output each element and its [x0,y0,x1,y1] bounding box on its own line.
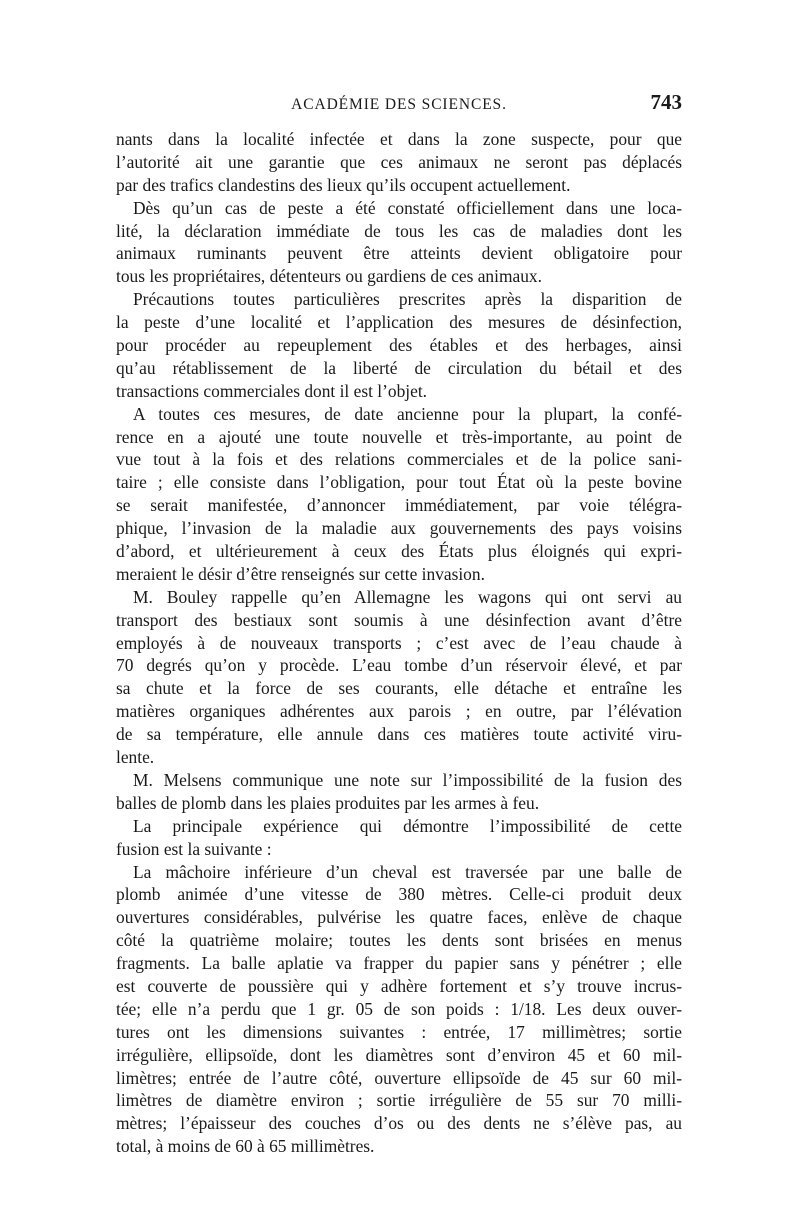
text-line: de sa température, elle annule dans ces matières toute activité viru- [116,724,682,745]
text-line: lente. [116,747,155,768]
text-line: d’abord, et ultérieurement à ceux des États plus éloignés qui expri- [116,541,682,562]
text-line: plomb animée d’une vitesse de 380 mètres. Celle-ci produit deux [116,884,682,905]
text-line: ouvertures considérables, pulvérise les quatre faces, enlève de chaque [116,907,682,928]
paragraph-start-line: La mâchoire inférieure d’un cheval est traversée par une balle de [133,861,682,882]
text-line: lité, la déclaration immédiate de tous les cas de maladies dont les [116,220,682,241]
text-line: mètres; l’épaisseur des couches d’os ou des dents ne s’élève pas, au [116,1113,682,1134]
paragraph-start-line: La principale expérience qui démontre l’impossibilité de cette [133,815,682,836]
text-line: côté la quatrième molaire; toutes les dents sont brisées en menus [116,930,682,951]
paragraph-start-line: M. Melsens communique une note sur l’impossibilité de la fusion des [133,769,682,790]
text-line: tous les propriétaires, détenteurs ou gardiens de ces animaux. [116,266,542,287]
running-head [116,90,682,120]
paragraph-start-line: Précautions toutes particulières prescrites après la disparition de [133,289,682,310]
text-line: limètres; entrée de l’autre côté, ouverture ellipsoïde de 45 sur 60 mil- [116,1067,682,1088]
text-line: transactions commerciales dont il est l’objet. [116,380,428,401]
text-line: 70 degrés qu’on y procède. L’eau tombe d’un réservoir élevé, et par [116,655,682,676]
text-line: balles de plomb dans les plaies produites par les armes à feu. [116,792,540,813]
paragraph-start-line: Dès qu’un cas de peste a été constaté officiellement dans une loca- [133,197,682,218]
text-line: par des trafics clandestins des lieux qu’ils occupent actuellement. [116,174,571,195]
text-line: transport des bestiaux sont soumis à une désinfection avant d’être [116,609,682,630]
text-line: taire ; elle consiste dans l’obligation, pour tout État où la peste bovine [116,472,682,493]
text-line: employés à de nouveaux transports ; c’est avec de l’eau chaude à [116,632,682,653]
text-body [116,128,682,1158]
text-line: matières organiques adhérentes aux parois ; en outre, par l’élévation [116,701,682,722]
text-line: phique, l’invasion de la maladie aux gouvernements des pays voisins [116,518,682,539]
text-line: tée; elle n’a perdu que 1 gr. 05 de son poids : 1/18. Les deux ouver- [116,998,682,1019]
text-line: qu’au rétablissement de la liberté de circulation du bétail et des [116,357,682,378]
text-line: tures ont les dimensions suivantes : entrée, 17 millimètres; sortie [116,1021,682,1042]
text-line: la peste d’une localité et l’application des mesures de désinfection, [116,312,682,333]
text-line: total, à moins de 60 à 65 millimètres. [116,1136,375,1157]
text-line: limètres de diamètre environ ; sortie irrégulière de 55 sur 70 milli- [116,1090,682,1111]
text-line: sa chute et la force de ses courants, elle détache et entraîne les [116,678,682,699]
text-line: vue tout à la fois et des relations commerciales et de la police sani- [116,449,682,470]
running-title: ACADÉMIE DES SCIENCES. [291,96,507,113]
text-line: pour procéder au repeuplement des étables et des herbages, ainsi [116,335,682,356]
text-line: rence en a ajouté une toute nouvelle et très-importante, au point de [116,426,682,447]
text-line: fusion est la suivante : [116,838,272,859]
text-line: animaux ruminants peuvent être atteints devient obligatoire pour [116,243,682,264]
text-line: est couverte de poussière qui y adhère fortement et s’y trouve incrus- [116,975,682,996]
text-line: meraient le désir d’être renseignés sur cette invasion. [116,563,485,584]
text-line: se serait manifestée, d’annoncer immédiatement, par voie télégra- [116,495,682,516]
text-line: irrégulière, ellipsoïde, dont les diamètres sont d’environ 45 et 60 mil- [116,1044,682,1065]
page-number: 743 [650,90,682,114]
text-line: fragments. La balle aplatie va frapper du papier sans y pénétrer ; elle [116,953,682,974]
paragraph-start-line: M. Bouley rappelle qu’en Allemagne les wagons qui ont servi au [133,586,682,607]
text-line: nants dans la localité infectée et dans la zone suspecte, pour que [116,129,682,149]
paragraph-start-line: A toutes ces mesures, de date ancienne pour la plupart, la confé- [133,403,682,424]
text-line: l’autorité ait une garantie que ces animaux ne seront pas déplacés [116,151,682,172]
